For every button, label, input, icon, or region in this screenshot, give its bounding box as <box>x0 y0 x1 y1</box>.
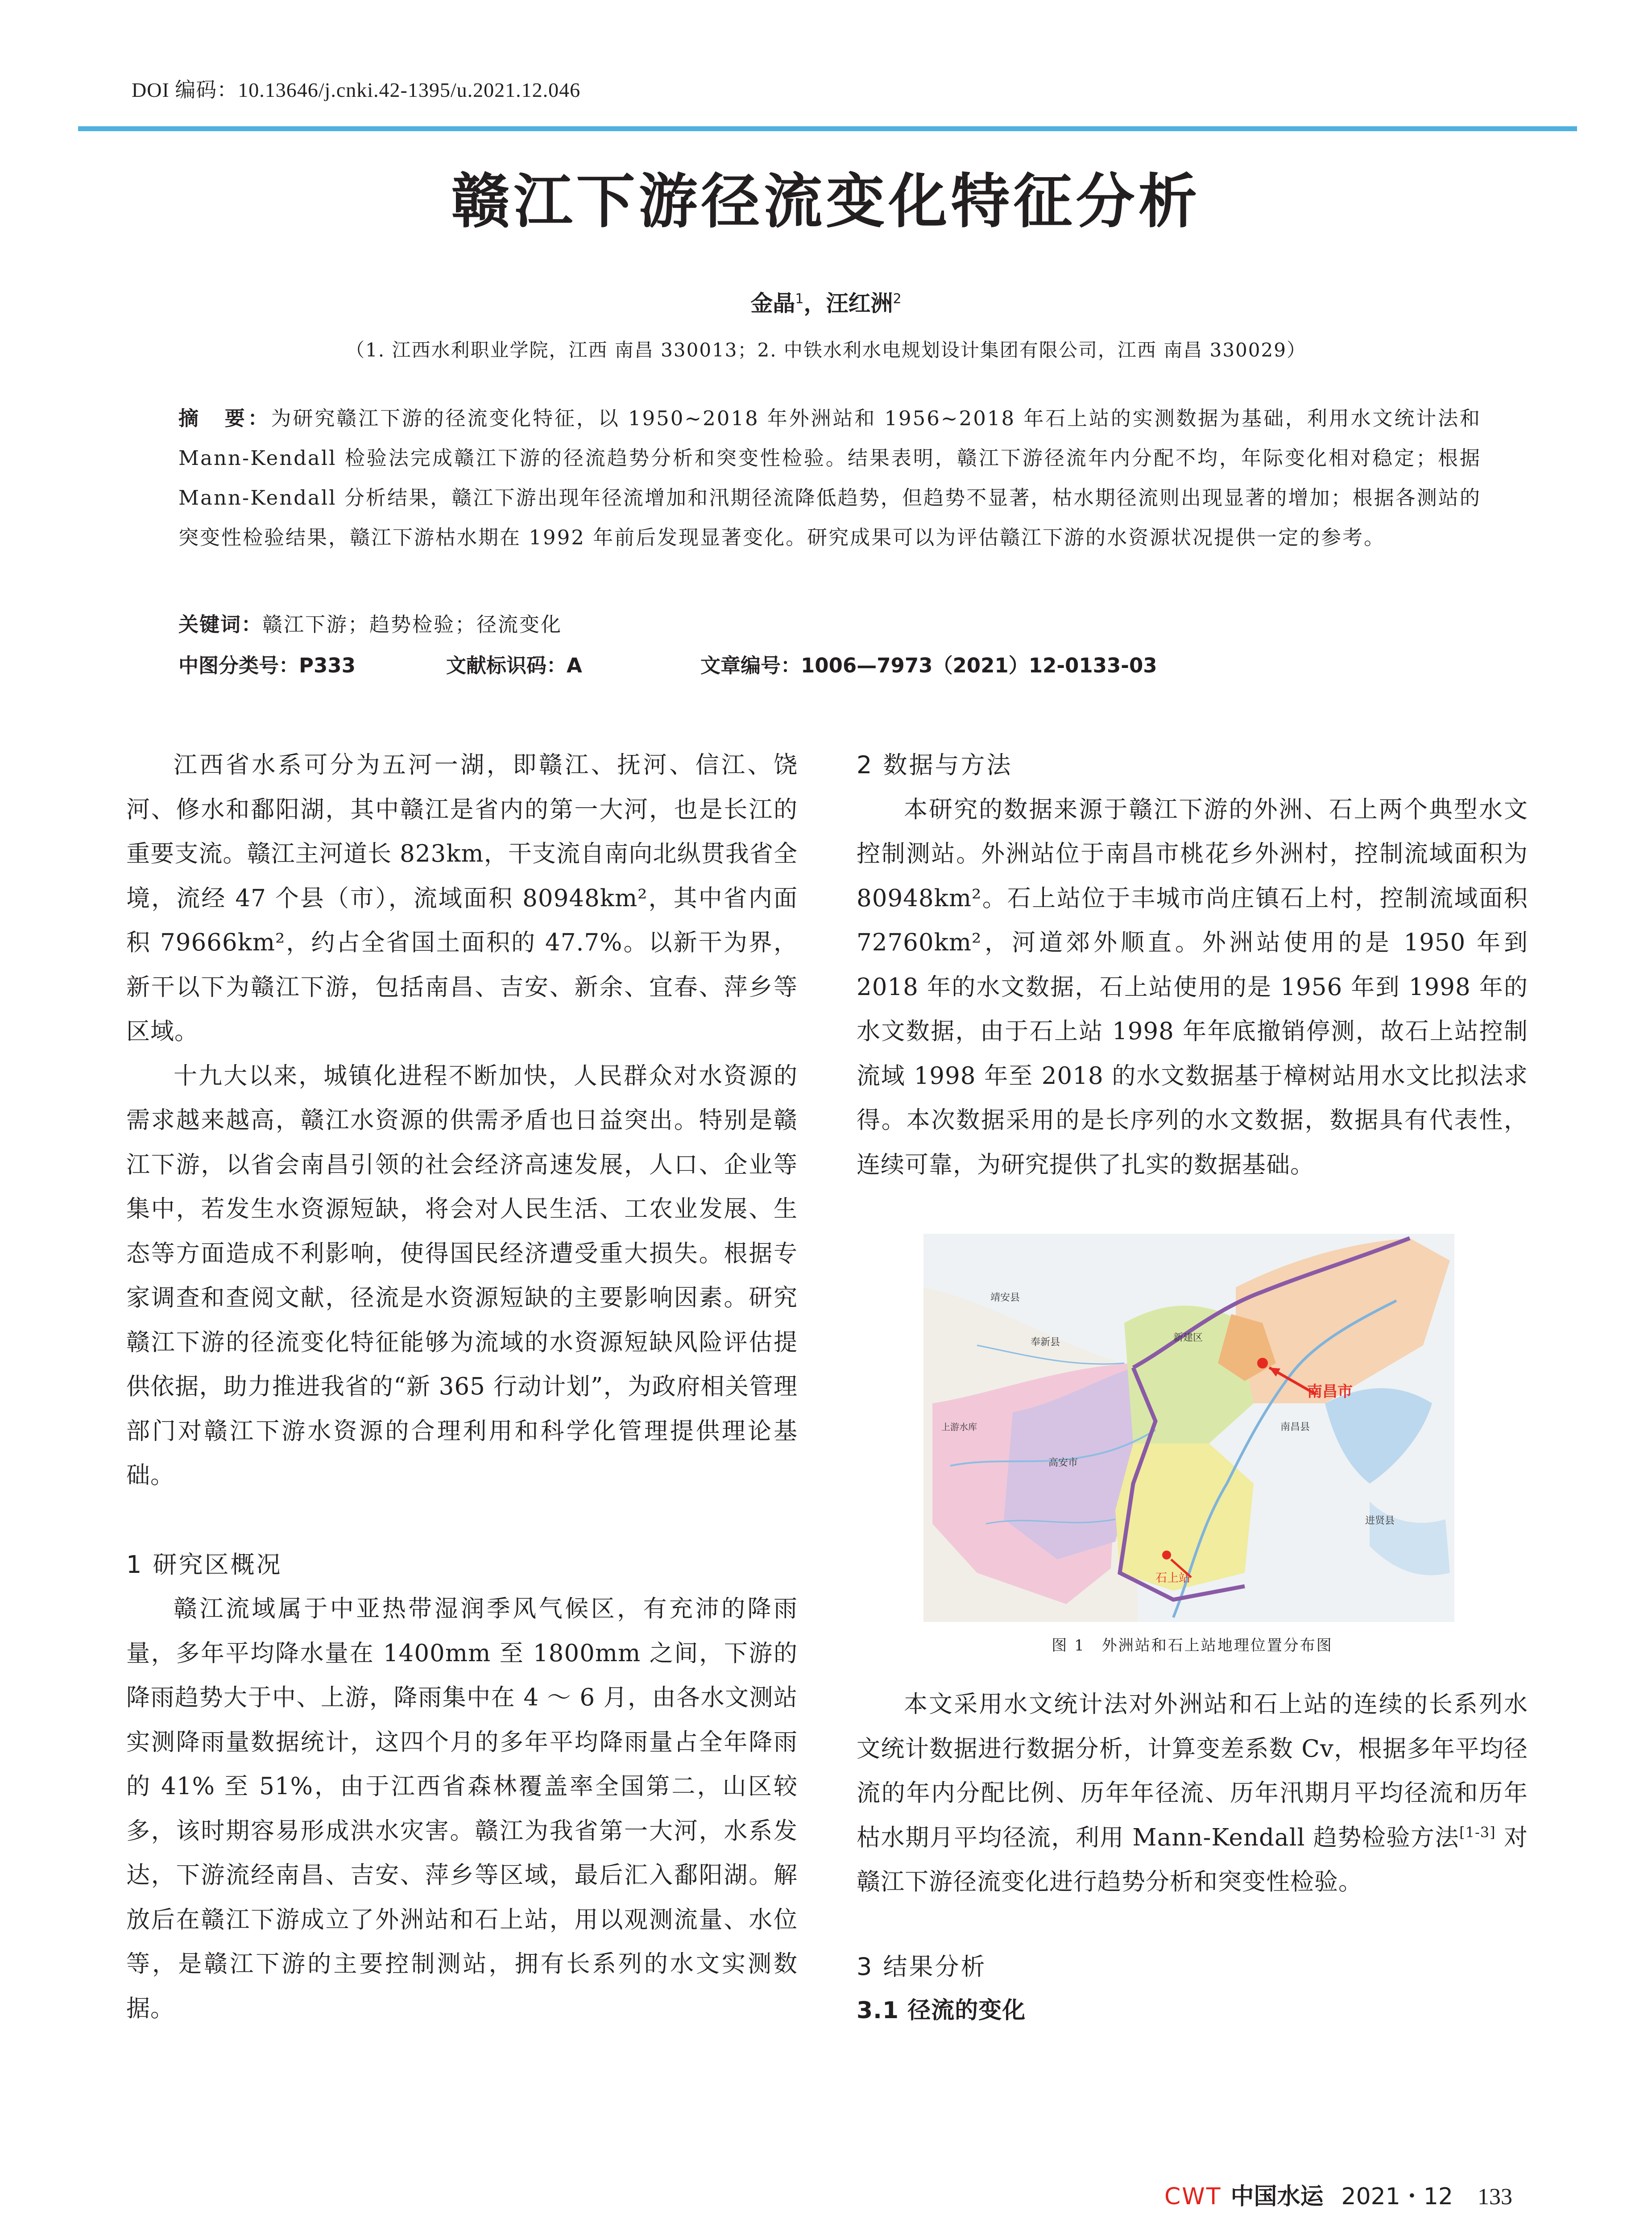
keywords <box>178 608 562 637</box>
map-label-nanchang: 南昌市 <box>1307 1383 1353 1401</box>
abstract <box>178 398 1481 557</box>
paragraph: 赣江流域属于中亚热带湿润季风气候区，有充沛的降雨量，多年平均降水量在 1400mm 至 1800mm 之间，下游的降雨趋势大于中、上游，降雨集中在 4 ～ 6 月，由各水文测站实测降雨量数据统计，这四个月的多年平均降雨量占全年降雨的 41% 至 51%，由于江西省森林覆盖率全国第二，山区较多，该时期容易形成洪水灾害。赣江为我省第一大河，水系发达，下游流经南昌、吉安、萍乡等区域，最后汇入鄱阳湖。解放后在赣江下游成立了外洲站和石上站，用以观测流量、水位等，是赣江下游的主要控制测站，拥有长系列的水文实测数据。 <box>126 1595 798 2022</box>
issue-number: 2021・12 <box>1341 2183 1453 2210</box>
paper-title: 赣江下游径流变化特征分析 <box>451 167 1201 236</box>
paragraph <box>857 1682 1528 1904</box>
paragraph-text: 对赣江下游径流变化进行趋势分析和突变性检验。 <box>857 1824 1528 1895</box>
keywords-label: 关键词： <box>178 613 263 636</box>
doi-line: DOI 编码：10.13646/j.cnki.42-1395/u.2021.12.046 <box>132 79 581 101</box>
map-label-fengxin: 奉新县 <box>1031 1337 1060 1348</box>
map-label-nanchangxian: 南昌县 <box>1280 1422 1310 1433</box>
location-map <box>923 1234 1454 1622</box>
paragraph-text: 本文采用水文统计法对外洲站和石上站的连续的长系列水文统计数据进行数据分析，计算变差系数 Cv，根据多年平均径流的年内分配比例、历年年径流、历年汛期月平均径流和历年枯水期月平均径流，利用 Mann-Kendall 趋势检验方法 <box>857 1691 1528 1851</box>
map-label-gaoan: 高安市 <box>1048 1457 1078 1468</box>
section-heading: 3 结果分析 <box>857 1952 987 1981</box>
paragraph: 十九大以来，城镇化进程不断加快，人民群众对水资源的需求越来越高，赣江水资源的供需矛盾也日益突出。特别是赣江下游，以省会南昌引领的社会经济高速发展，人口、企业等集中，若发生水资源短缺，将会对人民生活、工农业发展、生态等方面造成不利影响，使得国民经济遭受重大损失。根据专家调查和查阅文献，径流是水资源短缺的主要影响因素。研究赣江下游的径流变化特征能够为流域的水资源短缺风险评估提供依据，助力推进我省的“新 365 行动计划”，为政府相关管理部门对赣江下游水资源的合理利用和科学化管理提供理论基础。 <box>126 1062 798 1489</box>
map-label-jinxian: 进贤县 <box>1365 1515 1395 1526</box>
body-column-left <box>126 743 798 2031</box>
document-code: 文献标识码：A <box>446 654 582 677</box>
affiliation: （1. 江西水利职业学院，江西 南昌 330013；2. 中铁水利水电规划设计集团有限公司，江西 南昌 330029） <box>346 339 1306 361</box>
map-label-jingan: 靖安县 <box>990 1292 1020 1303</box>
author-name: 汪红洲 <box>826 290 893 316</box>
citation: [1-3] <box>1459 1823 1496 1841</box>
page-number: 133 <box>1478 2184 1513 2210</box>
keywords-text: 赣江下游；趋势检验；径流变化 <box>262 613 563 636</box>
abstract-text: 为研究赣江下游的径流变化特征，以 1950~2018 年外洲站和 1956~2018 年石上站的实测数据为基础，利用水文统计法和 Mann-Kendall 检验法完成赣江下游的径流趋势分析和突变性检验。结果表明，赣江下游径流年内分配不均，年际变化相对稳定；根据 Mann-Kendall 分析结果，赣江下游出现年径流增加和汛期径流降低趋势，但趋势不显著，枯水期径流则出现显著的增加；根据各测站的突变性检验结果，赣江下游枯水期在 1992 年前后发现显著变化。研究成果可以为评估赣江下游的水资源状况提供一定的参考。 <box>178 406 1481 549</box>
journal-logo: CWT <box>1164 2183 1222 2210</box>
page-footer <box>1164 2177 1512 2211</box>
article-number: 文章编号：1006—7973（2021）12-0133-03 <box>700 654 1157 677</box>
paragraph: 江西省水系可分为五河一湖，即赣江、抚河、信江、饶河、修水和鄱阳湖，其中赣江是省内的第一大河，也是长江的重要支流。赣江主河道长 823km，干支流自南向北纵贯我省全境，流经 47 个县（市），流域面积 80948km²，其中省内面积 79666km²，约占全省国土面积的 47.7%。以新干为界，新干以下为赣江下游，包括南昌、吉安、新余、宜春、萍乡等区域。 <box>126 751 798 1045</box>
map-label-shishang: 石上站 <box>1155 1572 1191 1585</box>
section-heading: 2 数据与方法 <box>857 751 1013 779</box>
figure-caption: 图 1 外洲站和石上站地理位置分布图 <box>1052 1637 1333 1655</box>
author-affil-mark: 1 <box>795 291 804 307</box>
clc-number: 中图分类号：P333 <box>178 654 356 677</box>
map-label-reservoir: 上游水库 <box>941 1422 977 1432</box>
author-affil-mark: 2 <box>893 291 902 307</box>
subsection-heading: 3.1 径流的变化 <box>857 1997 1026 2024</box>
abstract-label: 摘 要： <box>178 406 271 430</box>
author-name: 金晶 <box>750 290 795 316</box>
map-label-xinjian: 新建区 <box>1173 1332 1203 1344</box>
paragraph: 本研究的数据来源于赣江下游的外洲、石上两个典型水文控制测站。外洲站位于南昌市桃花乡外洲村，控制流域面积为 80948km²。石上站位于丰城市尚庄镇石上村，控制流域面积 72760km²，河道郊外顺直。外洲站使用的是 1950 年到 2018 年的水文数据，石上站使用的是 1956 年到 1998 年的水文数据，由于石上站 1998 年年底撤销停测，故石上站控制流域 1998 年至 2018 的水文数据基于樟树站用水文比拟法求得。本次数据采用的是长序列的水文数据，数据具有代表性，连续可靠，为研究提供了扎实的数据基础。 <box>857 796 1528 1178</box>
journal-name: 中国水运 <box>1230 2183 1324 2210</box>
author-line <box>0 286 1652 318</box>
header-rule <box>78 126 1577 131</box>
author-separator: ， <box>803 290 826 316</box>
section-heading: 1 研究区概况 <box>126 1550 282 1579</box>
location-map-figure <box>923 1234 1454 1622</box>
